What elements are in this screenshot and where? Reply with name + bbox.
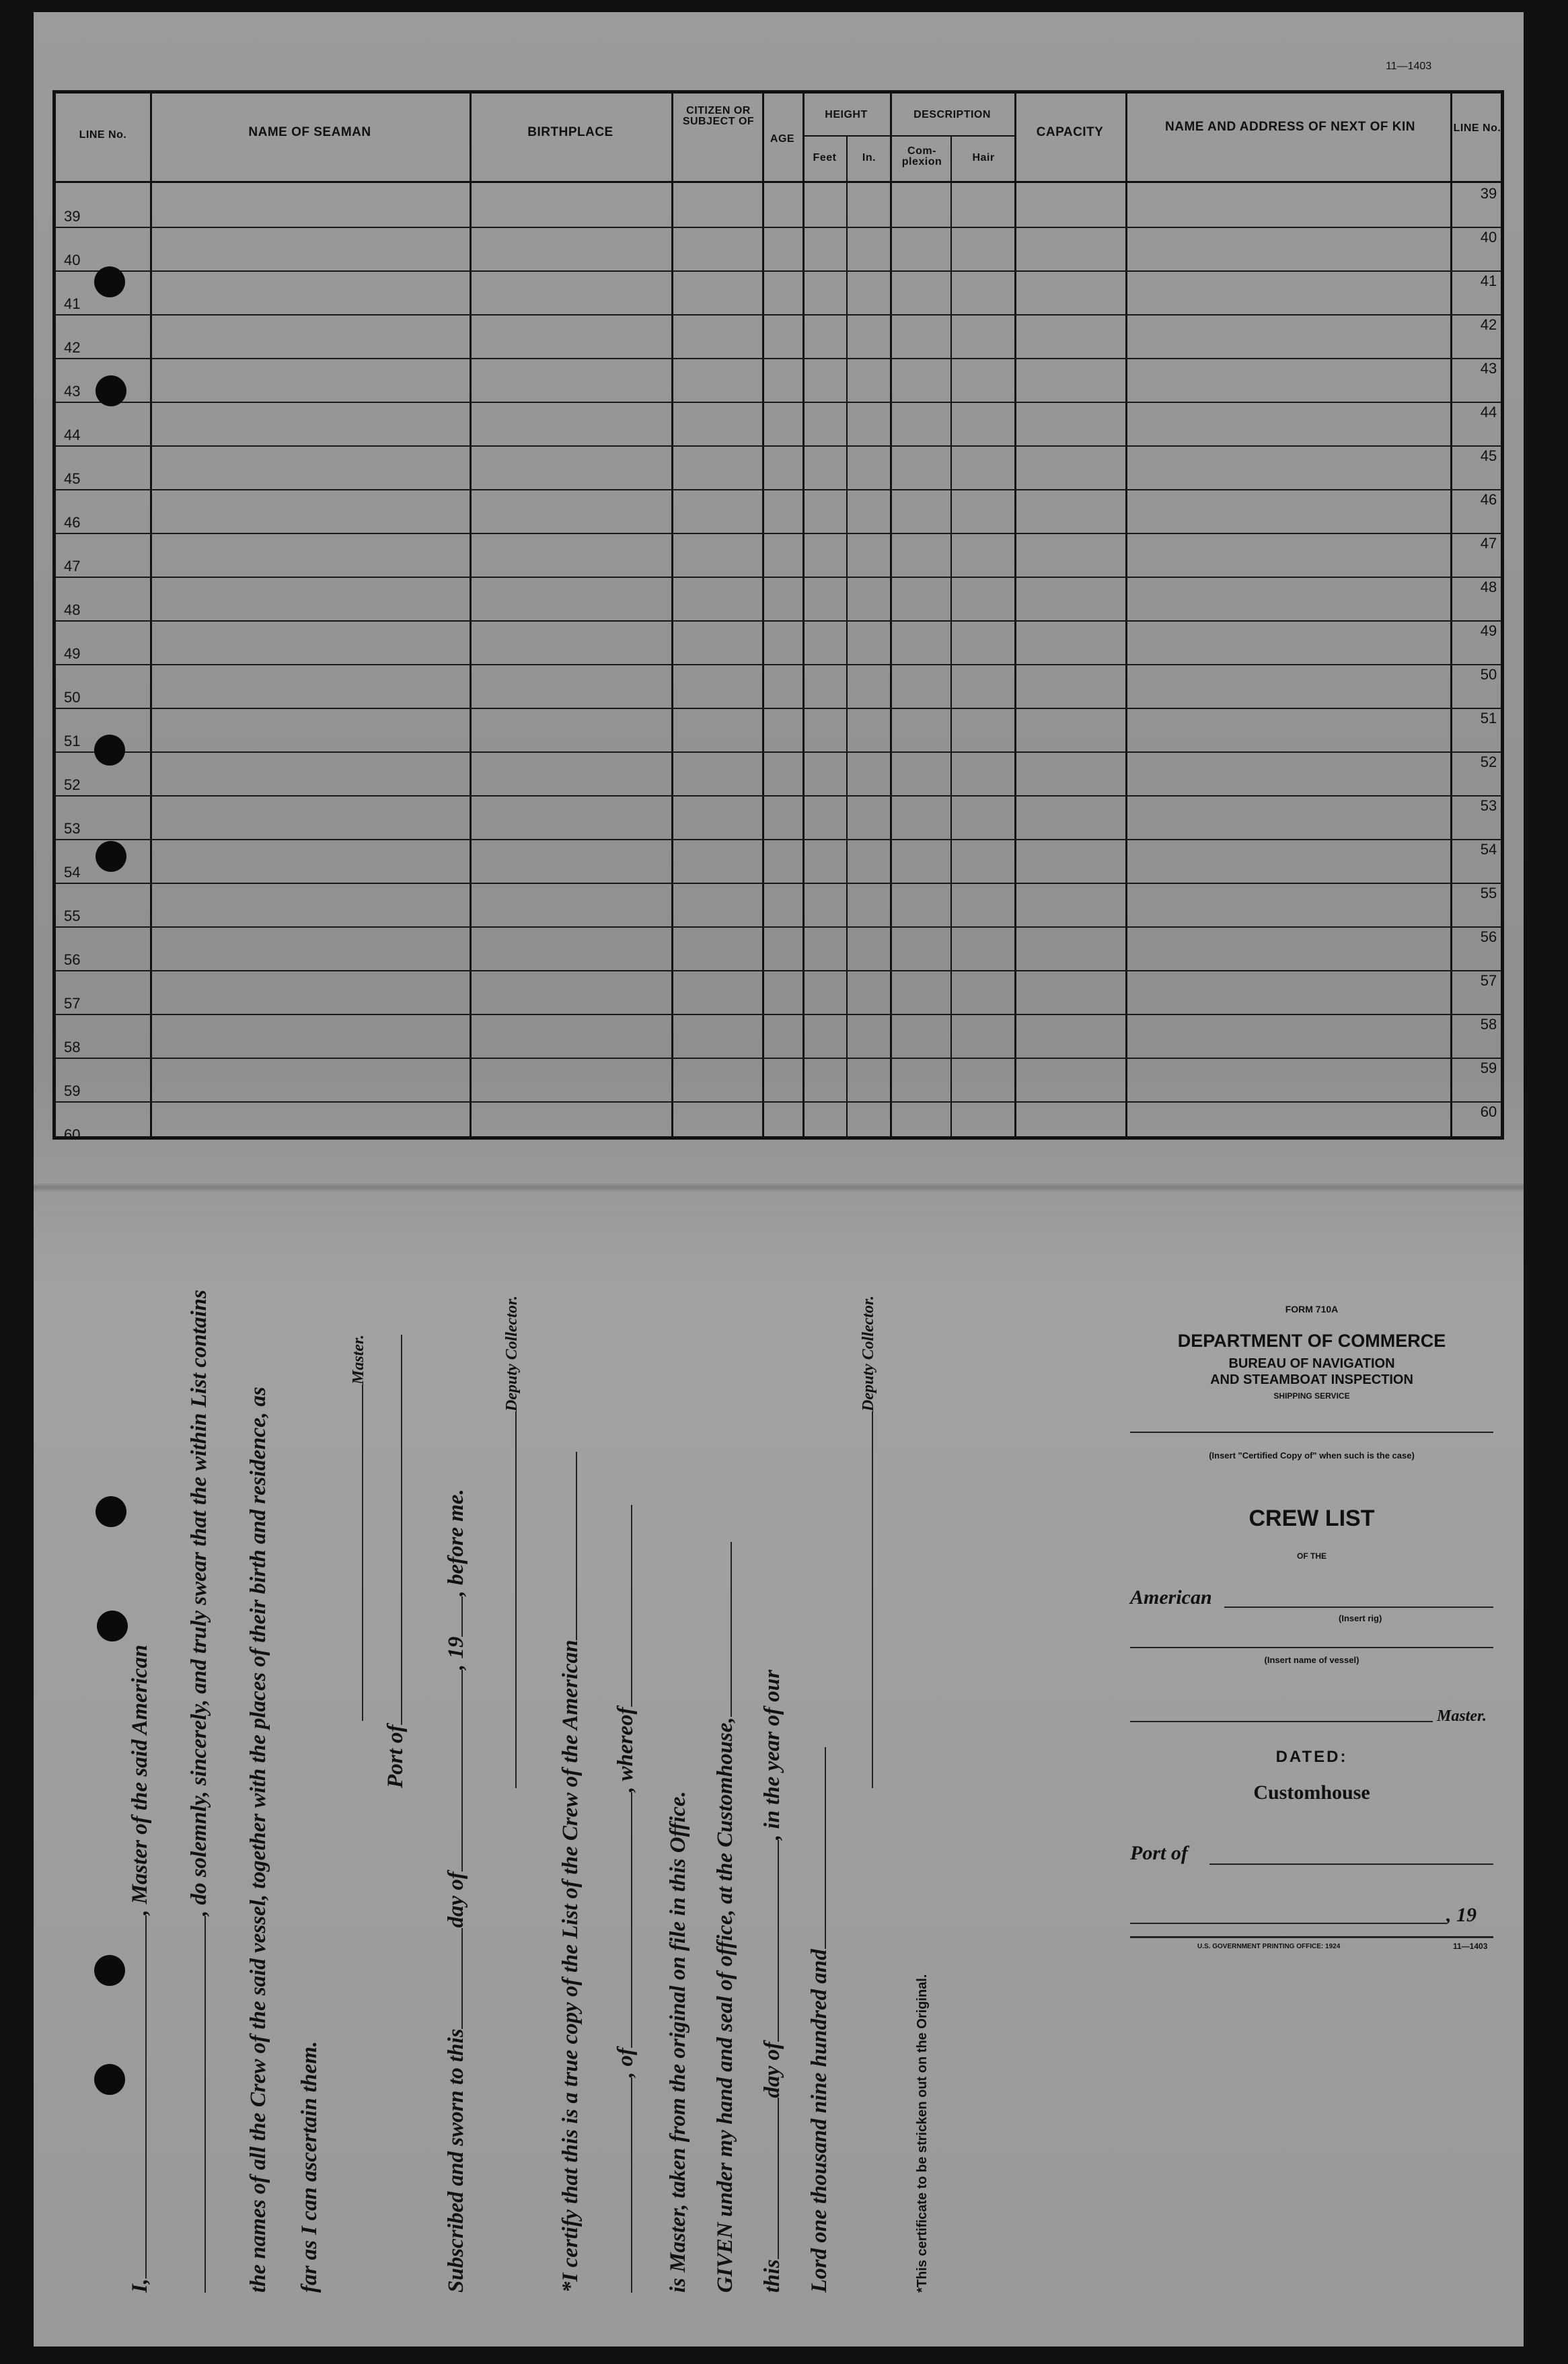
col-divider <box>1450 94 1452 1136</box>
row-rule <box>56 926 1501 928</box>
line-number-left: 59 <box>64 1082 81 1099</box>
master-signature-block: Master. <box>344 1335 369 1721</box>
header-citizen: CITIZEN OR SUBJECT OF <box>682 105 755 127</box>
punch-hole <box>96 841 126 872</box>
oath-certificate <box>128 1210 1002 2313</box>
col-divider <box>846 137 848 1136</box>
header-height-feet: Feet <box>813 152 837 163</box>
row-rule <box>56 402 1501 403</box>
vessel-name-blank <box>1130 1647 1493 1648</box>
certified-copy-blank <box>1130 1432 1493 1433</box>
line-number-right: 40 <box>1480 229 1497 246</box>
printer-imprint: U.S. GOVERNMENT PRINTING OFFICE: 1924 <box>1197 1943 1341 1950</box>
punch-hole <box>94 1955 125 1986</box>
cover-bottom-rule <box>1130 1936 1493 1938</box>
line-number-left: 40 <box>64 252 81 268</box>
line-number-left: 41 <box>64 295 81 312</box>
header-line-no-right: LINE No. <box>1453 122 1501 134</box>
year-blank <box>461 1596 463 1637</box>
insert-vessel: (Insert name of vessel) <box>1264 1655 1359 1665</box>
subscribed-line: Subscribed and sworn to thisday of, 19, before me. <box>444 1489 468 2293</box>
row-rule <box>56 1101 1501 1103</box>
insert-rig: (Insert rig) <box>1339 1613 1382 1623</box>
line-number-right: 50 <box>1480 666 1497 683</box>
line-number-right: 44 <box>1480 404 1497 420</box>
punch-hole <box>94 735 125 766</box>
day-blank <box>461 1928 463 2029</box>
month-blank <box>461 1670 463 1872</box>
line-number-left: 49 <box>64 645 81 662</box>
row-rule <box>56 1058 1501 1059</box>
line-number-left: 57 <box>64 995 81 1012</box>
line-number-right: 47 <box>1480 535 1497 552</box>
row-rule <box>56 883 1501 884</box>
header-name-of-seaman: NAME OF SEAMAN <box>248 125 371 139</box>
oath-line-3: the names of all the Crew of the said vessel, together with the places of their birth and residence, as <box>246 1387 270 2293</box>
header-height: HEIGHT <box>825 109 868 120</box>
col-divider <box>890 94 892 1136</box>
row-rule <box>56 620 1501 622</box>
line-number-right: 43 <box>1480 360 1497 377</box>
cover-port-blank <box>1209 1863 1493 1865</box>
line-number-right: 41 <box>1480 272 1497 289</box>
line-number-left: 48 <box>64 601 81 618</box>
row-rule <box>56 489 1501 490</box>
punch-hole <box>96 375 126 406</box>
line-number-right: 56 <box>1480 928 1497 945</box>
line-number-left: 58 <box>64 1039 81 1056</box>
line-number-right: 53 <box>1480 797 1497 814</box>
punch-hole <box>94 2064 125 2095</box>
line-number-left: 56 <box>64 951 81 968</box>
row-rule <box>56 970 1501 971</box>
oath-line-1: I,, Master of the said American <box>128 1644 152 2293</box>
dated-label: DATED: <box>1275 1748 1348 1766</box>
vessel-name-blank <box>631 2077 632 2293</box>
row-rule <box>56 533 1501 534</box>
port-of-line: Port of <box>383 1335 408 1788</box>
rig-blank <box>1224 1606 1493 1608</box>
line-number-right: 54 <box>1480 841 1497 858</box>
line-number-left: 47 <box>64 558 81 575</box>
header-rule <box>56 181 1501 183</box>
line-number-right: 55 <box>1480 885 1497 901</box>
line-number-right: 39 <box>1480 185 1497 202</box>
this-day-line: thisday of, in the year of our <box>760 1670 784 2293</box>
row-rule <box>56 445 1501 447</box>
line-number-left: 39 <box>64 208 81 225</box>
row-rule <box>56 795 1501 797</box>
line-number-left: 52 <box>64 776 81 793</box>
master-blank <box>1130 1721 1433 1722</box>
of-whereof-line: , of, whereof <box>613 1506 638 2293</box>
line-number-left: 44 <box>64 427 81 443</box>
line-number-left: 54 <box>64 864 81 881</box>
line-number-right: 46 <box>1480 491 1497 508</box>
subheader-rule <box>802 135 1014 137</box>
port-name-blank <box>631 1792 632 2048</box>
name-blank <box>204 1916 206 2293</box>
crew-list-sheet <box>34 12 1524 2347</box>
col-divider <box>1014 94 1016 1136</box>
line-number-right: 42 <box>1480 316 1497 333</box>
punch-hole <box>94 266 125 297</box>
cover-date-blank <box>1130 1923 1446 1924</box>
line-number-left: 42 <box>64 339 81 356</box>
header-height-in: In. <box>862 152 876 163</box>
line-number-left: 60 <box>64 1126 81 1143</box>
col-divider <box>150 94 152 1136</box>
line-number-right: 57 <box>1480 972 1497 989</box>
col-divider <box>802 94 805 1136</box>
punch-hole <box>96 1496 126 1527</box>
customhouse-label: Customhouse <box>1253 1781 1370 1804</box>
footnote: *This certificate to be stricken out on the Original. <box>915 1974 930 2293</box>
line-number-right: 59 <box>1480 1060 1497 1076</box>
line-number-right: 45 <box>1480 447 1497 464</box>
punch-hole <box>97 1611 128 1641</box>
header-capacity: CAPACITY <box>1036 125 1104 139</box>
row-rule <box>56 708 1501 709</box>
header-complexion: Com-plexion <box>901 145 942 168</box>
port-blank <box>401 1335 402 1725</box>
line-number-left: 51 <box>64 733 81 749</box>
header-line-no-left: LINE No. <box>79 129 127 141</box>
row-rule <box>56 358 1501 359</box>
crew-table <box>52 90 1504 1143</box>
header-hair: Hair <box>972 152 995 163</box>
line-number-left: 50 <box>64 689 81 706</box>
oath-line-4: far as I can ascertain them. <box>297 2040 322 2293</box>
deputy-signature-blank-2 <box>872 1411 873 1788</box>
given-line: GIVEN under my hand and seal of office, at the Customhouse, <box>713 1542 738 2293</box>
row-rule <box>56 227 1501 228</box>
year-words-blank <box>825 1747 826 1949</box>
line-number-right: 58 <box>1480 1016 1497 1033</box>
row-rule <box>56 664 1501 665</box>
form-number: FORM 710A <box>1285 1304 1339 1315</box>
header-birthplace: BIRTHPLACE <box>527 125 613 139</box>
vessel-blank <box>576 1452 577 1640</box>
line-number-left: 45 <box>64 470 81 487</box>
line-number-left: 53 <box>64 820 81 837</box>
certified-note: (Insert "Certified Copy of" when such is the case) <box>1209 1450 1415 1461</box>
given-month-blank <box>778 1840 779 2042</box>
cover-master-label: Master. <box>1437 1707 1487 1725</box>
header-age: AGE <box>770 133 795 145</box>
row-rule <box>56 751 1501 753</box>
certify-line: *I certify that this is a true copy of the List of the Crew of the American <box>558 1452 583 2293</box>
deputy-collector-block-2: Deputy Collector. <box>854 1296 879 1788</box>
line-number-right: 51 <box>1480 710 1497 727</box>
master-signature-blank <box>362 1384 363 1721</box>
cover-year-19: , 19 <box>1446 1904 1477 1926</box>
paper-fold <box>34 1183 1524 1192</box>
row-rule <box>56 314 1501 316</box>
line-number-left: 43 <box>64 383 81 400</box>
col-divider <box>470 94 472 1136</box>
is-master-line: is Master, taken from the original on file in this Office. <box>666 1791 690 2293</box>
col-divider <box>762 94 764 1136</box>
line-number-right: 52 <box>1480 753 1497 770</box>
line-number-right: 60 <box>1480 1103 1497 1120</box>
crew-list-title: CREW LIST <box>1248 1506 1375 1531</box>
master-blank <box>631 1506 632 1707</box>
row-rule <box>56 1014 1501 1015</box>
header-description: DESCRIPTION <box>913 109 991 120</box>
line-number-right: 49 <box>1480 622 1497 639</box>
department-title: DEPARTMENT OF COMMERCE <box>1177 1331 1446 1351</box>
row-rule <box>56 270 1501 272</box>
of-the: OF THE <box>1297 1551 1327 1561</box>
oath-line-2: , do solemnly, sincerely, and truly swear that the within List contains <box>187 1290 212 2293</box>
col-divider <box>950 137 952 1136</box>
line-number-left: 46 <box>64 514 81 531</box>
line-number-right: 48 <box>1480 579 1497 595</box>
col-divider <box>671 94 673 1136</box>
shipping-service: SHIPPING SERVICE <box>1273 1391 1350 1401</box>
bureau-line-2: AND STEAMBOAT INSPECTION <box>1210 1372 1413 1387</box>
cover-port-of: Port of <box>1130 1842 1188 1864</box>
customhouse-blank <box>731 1542 732 1717</box>
given-day-blank <box>778 2098 779 2259</box>
american-label: American <box>1130 1586 1212 1609</box>
lord-line: Lord one thousand nine hundred and <box>807 1747 832 2293</box>
deputy-signature-blank <box>515 1411 517 1788</box>
header-next-of-kin: NAME AND ADDRESS OF NEXT OF KIN <box>1165 120 1415 134</box>
master-name-blank <box>145 1915 147 2279</box>
row-rule <box>56 839 1501 840</box>
col-divider <box>1125 94 1127 1136</box>
line-number-left: 55 <box>64 908 81 924</box>
row-rule <box>56 577 1501 578</box>
cover-form-code: 11—1403 <box>1453 1942 1488 1951</box>
bureau-line-1: BUREAU OF NAVIGATION <box>1228 1356 1395 1371</box>
form-code-top: 11—1403 <box>1386 61 1432 72</box>
deputy-collector-block-1: Deputy Collector. <box>498 1296 523 1788</box>
